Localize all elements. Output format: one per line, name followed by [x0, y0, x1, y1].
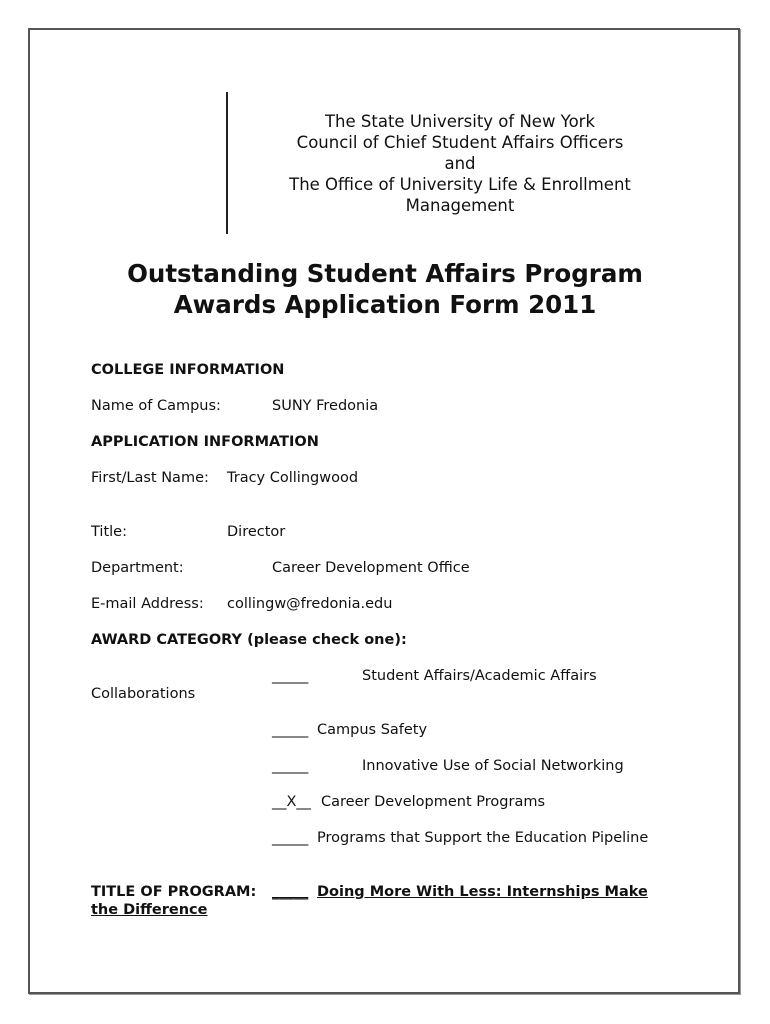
header-block: [240, 111, 680, 216]
title-label: Title:: [91, 524, 127, 540]
award-category-heading: AWARD CATEGORY (please check one):: [91, 632, 407, 648]
name-value[interactable]: Tracy Collingwood: [227, 470, 359, 486]
form-title-line-1: Outstanding Student Affairs Program: [127, 259, 643, 288]
form-title-line-2: Awards Application Form 2011: [173, 290, 597, 319]
campus-label: Name of Campus:: [91, 398, 221, 414]
option-campus-safety-label: Campus Safety: [317, 722, 428, 738]
checkbox-checked-career-development[interactable]: __X__: [272, 794, 311, 810]
email-value[interactable]: collingw@fredonia.edu: [227, 596, 393, 612]
program-title-value-line-2[interactable]: the Difference: [91, 902, 208, 918]
checkbox-blank-collaborations[interactable]: _____: [272, 668, 309, 684]
checkbox-blank-education-pipeline[interactable]: _____: [272, 830, 309, 846]
checkbox-blank-campus-safety[interactable]: _____: [272, 722, 309, 738]
department-label: Department:: [91, 560, 184, 576]
header-line-5: Management: [405, 196, 515, 215]
option-education-pipeline-label: Programs that Support the Education Pipeline: [317, 830, 649, 846]
campus-value[interactable]: SUNY Fredonia: [272, 398, 379, 414]
email-label: E-mail Address:: [91, 596, 204, 612]
option-collaborations-continued: Collaborations: [91, 686, 196, 702]
header-line-2: Council of Chief Student Affairs Officers: [296, 133, 624, 152]
college-info-heading: COLLEGE INFORMATION: [91, 362, 285, 378]
option-social-networking-label: Innovative Use of Social Networking: [362, 758, 624, 774]
option-career-development-label: Career Development Programs: [321, 794, 546, 810]
name-label: First/Last Name:: [91, 470, 209, 486]
department-value[interactable]: Career Development Office: [272, 560, 470, 576]
header-vertical-rule: [226, 92, 228, 234]
header-line-4: The Office of University Life & Enrollment: [289, 175, 631, 194]
application-info-heading: APPLICATION INFORMATION: [91, 434, 319, 450]
form-title: [60, 258, 710, 320]
header-line-3: and: [444, 154, 476, 173]
option-collaborations-label: Student Affairs/Academic Affairs: [362, 668, 597, 684]
program-title-value-line-1[interactable]: Doing More With Less: Internships Make: [317, 884, 648, 900]
title-value[interactable]: Director: [227, 524, 286, 540]
checkbox-blank-social-networking[interactable]: _____: [272, 758, 309, 774]
header-line-1: The State University of New York: [324, 112, 596, 131]
program-title-blank: _____: [272, 884, 309, 900]
program-title-label: TITLE OF PROGRAM:: [91, 884, 257, 900]
